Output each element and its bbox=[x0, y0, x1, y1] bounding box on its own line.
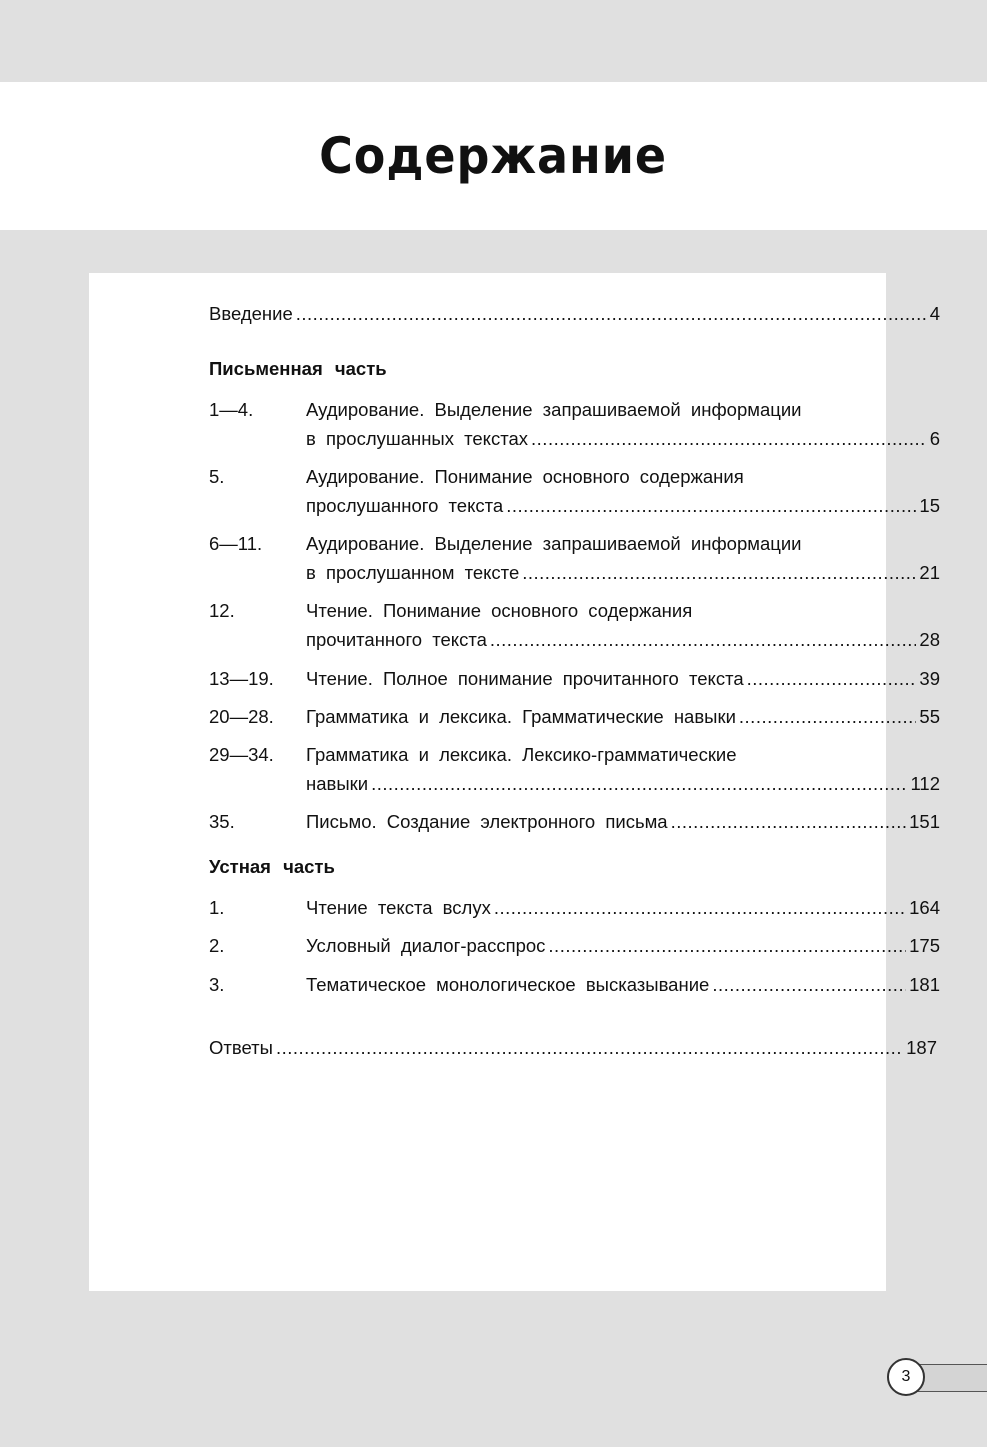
dot-leader bbox=[494, 893, 906, 922]
toc-task-number: 2. bbox=[209, 935, 225, 956]
toc-task-number: 1. bbox=[209, 897, 225, 918]
toc-entry[interactable] bbox=[209, 702, 940, 731]
dot-leader bbox=[747, 664, 917, 693]
toc-page-number: 21 bbox=[919, 562, 940, 583]
dot-leader bbox=[276, 1033, 903, 1062]
toc-entry-text: Аудирование. Выделение запрашиваемой информации bbox=[306, 533, 802, 554]
toc-page-number: 55 bbox=[919, 706, 940, 727]
toc-panel bbox=[89, 273, 940, 1291]
toc-entry-text: в прослушанных текстах bbox=[306, 428, 529, 449]
toc-page-number: 28 bbox=[919, 629, 940, 650]
toc-entry-text: Грамматика и лексика. Грамматические навыки bbox=[306, 706, 736, 727]
toc-page-number: 39 bbox=[919, 668, 940, 689]
dot-leader bbox=[548, 931, 906, 960]
toc-entry[interactable] bbox=[209, 807, 940, 836]
dot-leader bbox=[371, 769, 907, 798]
toc-entry-text: Введение bbox=[209, 303, 293, 324]
toc-entry-answers[interactable] bbox=[209, 1033, 937, 1062]
toc-page-number: 164 bbox=[909, 897, 940, 918]
toc-task-number: 1—4. bbox=[209, 399, 254, 420]
page-number-badge: 3 bbox=[887, 1358, 925, 1396]
toc-entry-text: прослушанного текста bbox=[306, 495, 504, 516]
toc-entry[interactable] bbox=[209, 931, 940, 960]
toc-entry-text: Тематическое монологическое высказывание bbox=[306, 974, 710, 995]
dot-leader bbox=[506, 491, 916, 520]
toc-entry[interactable] bbox=[209, 893, 940, 922]
toc-entry-text: Чтение текста вслух bbox=[306, 897, 491, 918]
toc-page-number: 187 bbox=[906, 1037, 937, 1058]
toc-page-number: 181 bbox=[909, 974, 940, 995]
toc-entry[interactable] bbox=[209, 970, 940, 999]
toc-entry-intro[interactable] bbox=[209, 299, 940, 328]
toc-task-number: 12. bbox=[209, 600, 235, 621]
toc-page-number: 4 bbox=[929, 303, 940, 324]
toc-entry-text: Условный диалог-расспрос bbox=[306, 935, 546, 956]
toc-entry[interactable] bbox=[209, 395, 940, 453]
toc-entry-text: Аудирование. Выделение запрашиваемой информации bbox=[306, 399, 802, 420]
toc-entry-text: Чтение. Полное понимание прочитанного текста bbox=[306, 668, 744, 689]
toc-entry-text: Ответы bbox=[209, 1037, 273, 1058]
toc-entry-text: прочитанного текста bbox=[306, 629, 487, 650]
toc-entry-text: Грамматика и лексика. Лексико-грамматические bbox=[306, 744, 737, 765]
title-band bbox=[0, 82, 987, 230]
toc-entry[interactable] bbox=[209, 462, 940, 520]
toc-entry-text: Аудирование. Понимание основного содержания bbox=[306, 466, 744, 487]
toc-task-number: 3. bbox=[209, 974, 225, 995]
toc-task-number: 5. bbox=[209, 466, 225, 487]
toc-page-number: 175 bbox=[909, 935, 940, 956]
toc-entry-text: Письмо. Создание электронного письма bbox=[306, 811, 668, 832]
section-heading-written: Письменная часть bbox=[209, 358, 387, 379]
toc-entry[interactable] bbox=[209, 529, 940, 587]
toc-task-number: 20—28. bbox=[209, 706, 274, 727]
toc-page-number: 112 bbox=[910, 773, 940, 794]
toc-entry[interactable] bbox=[209, 664, 940, 693]
toc-entry-text: навыки bbox=[306, 773, 369, 794]
toc-page-number: 6 bbox=[929, 428, 940, 449]
toc-entry-text: в прослушанном тексте bbox=[306, 562, 520, 583]
dot-leader bbox=[531, 424, 927, 453]
toc-entry-text: Чтение. Понимание основного содержания bbox=[306, 600, 693, 621]
toc-task-number: 35. bbox=[209, 811, 235, 832]
toc-task-number: 29—34. bbox=[209, 744, 274, 765]
toc-task-number: 6—11. bbox=[209, 533, 263, 554]
dot-leader bbox=[739, 702, 917, 731]
toc-task-number: 13—19. bbox=[209, 668, 274, 689]
toc-page-number: 15 bbox=[919, 495, 940, 516]
dot-leader bbox=[490, 625, 917, 654]
toc-entry[interactable] bbox=[209, 596, 940, 654]
toc-page-number: 151 bbox=[909, 811, 940, 832]
dot-leader bbox=[522, 558, 916, 587]
section-heading-oral: Устная часть bbox=[209, 856, 335, 877]
page-title: Содержание bbox=[319, 127, 668, 185]
dot-leader bbox=[296, 299, 927, 328]
dot-leader bbox=[712, 970, 906, 999]
dot-leader bbox=[671, 807, 907, 836]
toc-entry[interactable] bbox=[209, 740, 940, 798]
